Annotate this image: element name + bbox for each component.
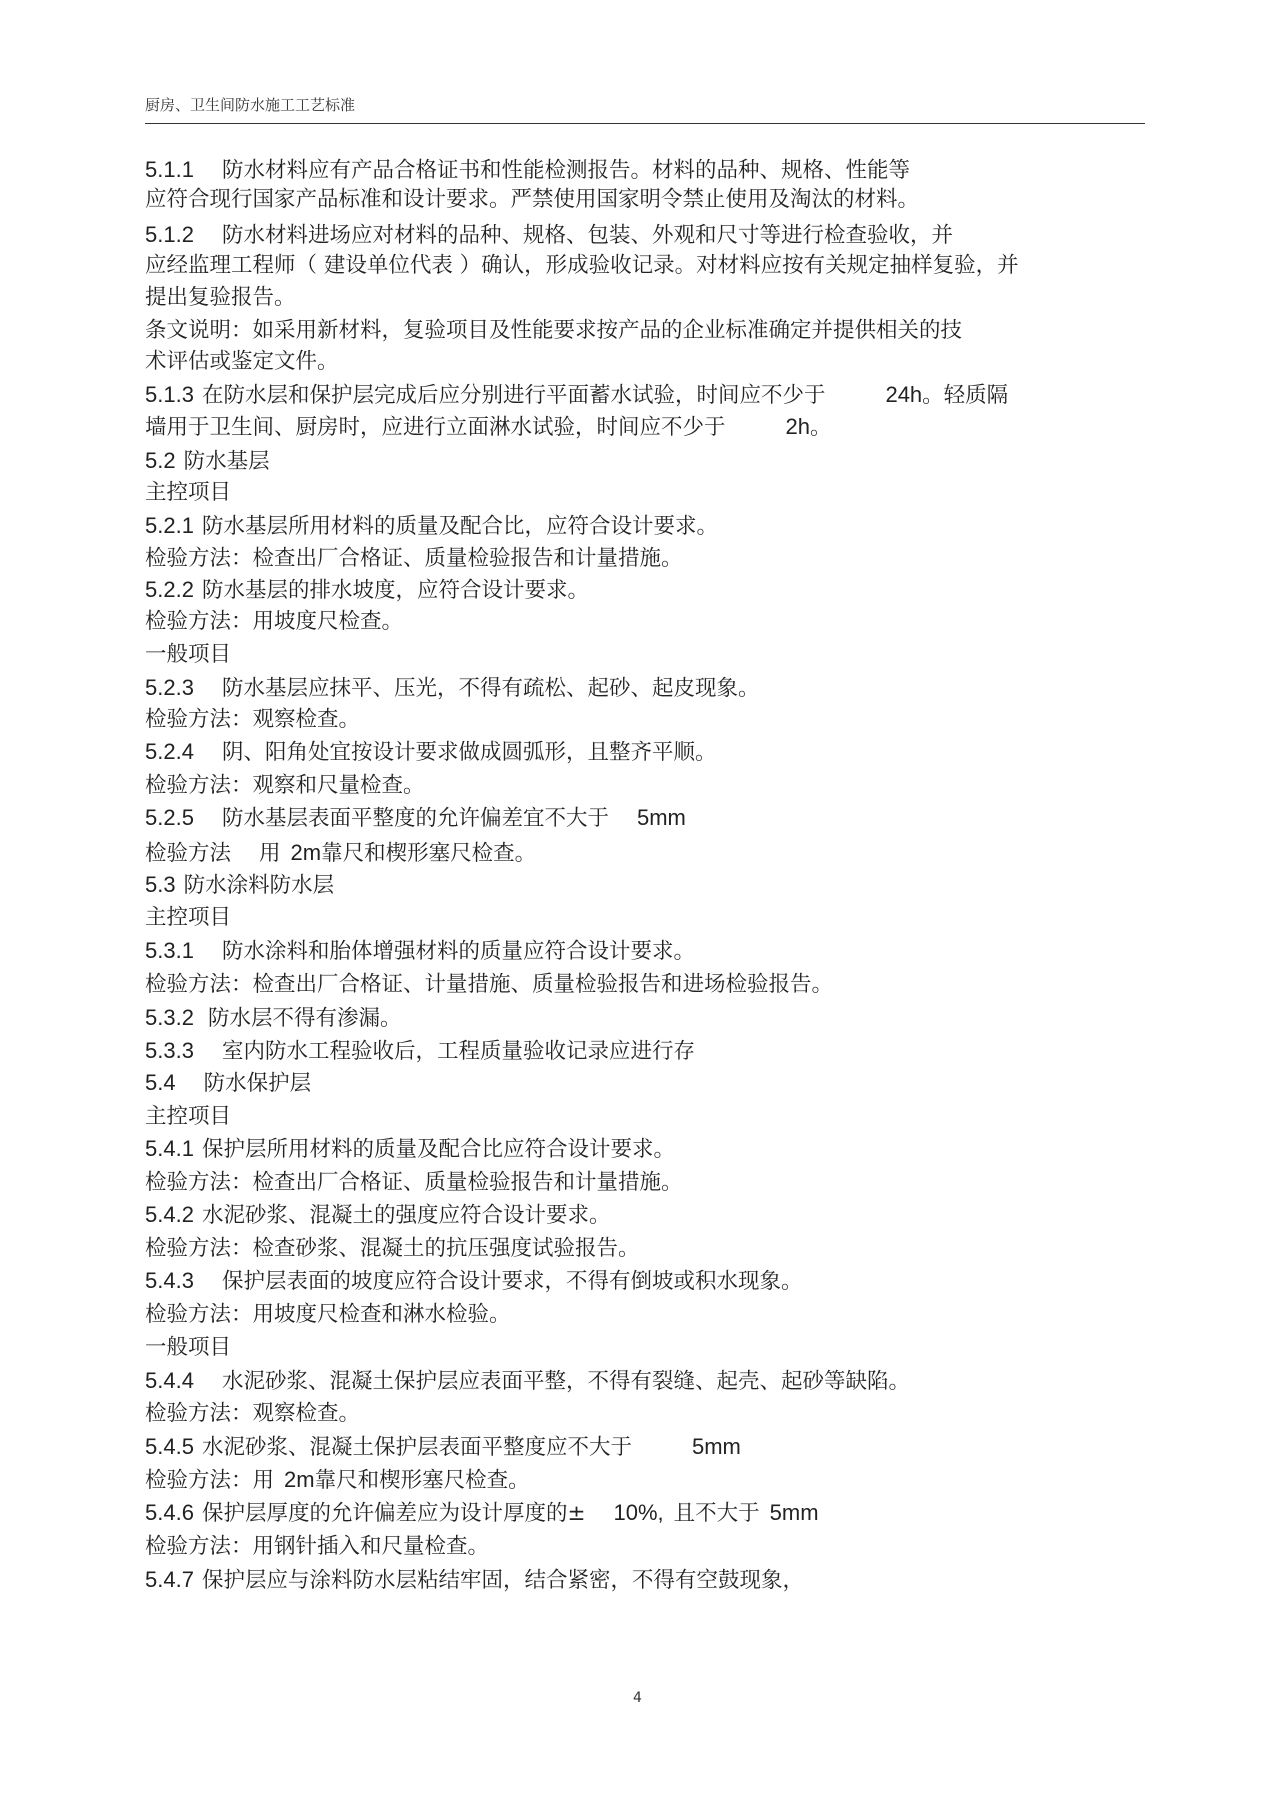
clause-5-2-5: [145, 803, 686, 834]
clause-text: 保护层应与涂料防水层粘结牢固，结合紧密，不得有空鼓现象，: [201, 1568, 804, 1593]
clause-number: 5.1.1: [145, 157, 194, 182]
page-number: 4: [633, 1690, 642, 1706]
text-line: [145, 347, 339, 377]
value: 5mm: [769, 1500, 819, 1525]
clause-number: 5.2.1: [145, 513, 194, 538]
inspection-method-text: 用: [259, 841, 281, 866]
subsection-label-text: 主控项目: [145, 480, 232, 505]
clause-text: 防水基层所用材料的质量及配合比，应符合设计要求。: [201, 514, 718, 539]
clause-5-3-2: [145, 1003, 401, 1034]
text-line-content: 提出复验报告。: [145, 285, 296, 310]
clause-number: 5.4.7: [145, 1567, 194, 1592]
clause-number: 5.2.3: [145, 675, 194, 700]
clause-5-3-1: [145, 936, 695, 967]
text-line-content: 应经监理工程师（ 建设单位代表 ）确认，形成验收记录。对材料应按有关规定抽样复验，并: [145, 253, 1019, 278]
clause-5-4-1: [145, 1134, 675, 1165]
clause-text: 防水涂料和胎体增强材料的质量应符合设计要求。: [221, 939, 695, 964]
clause-number: 5.4.4: [145, 1368, 194, 1393]
clause-5-1-3: [145, 380, 1008, 411]
inspection-method-text: 检验方法：检查出厂合格证、计量措施、质量检验报告和进场检验报告。: [145, 972, 834, 997]
clause-text: 防水层不得有渗漏。: [207, 1006, 402, 1031]
section-number: 5.2: [145, 448, 176, 473]
inspection-method: [145, 607, 403, 637]
inspection-method-text: 检验方法：检查砂浆、混凝土的抗压强度试验报告。: [145, 1236, 640, 1261]
text-line-tail: 。: [810, 415, 832, 440]
clause-5-2-1: [145, 511, 718, 542]
inspection-method-text: 检验方法：检查出厂合格证、质量检验报告和计量措施。: [145, 546, 683, 571]
text-line: [145, 412, 832, 443]
inspection-method-text: 检验方法: [145, 841, 232, 866]
inspection-method: [145, 1465, 530, 1496]
text-line-content: 术评估或鉴定文件。: [145, 349, 339, 374]
subsection-label-text: 主控项目: [145, 1104, 232, 1129]
clause-text: 保护层厚度的允许偏差应为设计厚度的±: [201, 1501, 586, 1526]
subsection-label-text: 一般项目: [145, 1335, 232, 1360]
clause-number: 5.3.3: [145, 1038, 194, 1063]
clause-5-1-1: [145, 155, 910, 186]
inspection-method-tail: 靠尺和楔形塞尺检查。: [321, 841, 537, 866]
clause-text: 防水基层应抹平、压光，不得有疏松、起砂、起皮现象。: [221, 676, 760, 701]
clause-tail: 。轻质隔: [922, 383, 1009, 408]
inspection-method: [145, 1168, 683, 1198]
inspection-method: [145, 838, 536, 869]
clause-text: 防水材料进场应对材料的品种、规格、包装、外观和尺寸等进行检查验收，并: [221, 223, 953, 248]
subsection-label: [145, 1333, 231, 1363]
inspection-method-text: 检验方法：检查出厂合格证、质量检验报告和计量措施。: [145, 1170, 683, 1195]
page-header: 厨房、卫生间防水施工工艺标准: [145, 96, 356, 114]
clause-number: 5.4.2: [145, 1202, 194, 1227]
subsection-label: [145, 1102, 231, 1132]
value: 5mm: [636, 805, 686, 830]
inspection-method: [145, 1399, 360, 1429]
clause-text: 防水材料应有产品合格证书和性能检测报告。材料的品种、规格、性能等: [221, 158, 910, 183]
clause-5-2-3: [145, 673, 759, 704]
text-line-content: 应符合现行国家产品标准和设计要求。严禁使用国家明令禁止使用及淘汰的材料。: [145, 187, 920, 212]
section-title: 防水基层: [183, 449, 270, 474]
value: 24h: [885, 382, 923, 407]
inspection-method: [145, 544, 683, 574]
value: 10%,: [613, 1500, 664, 1525]
clause-5-4-7: [145, 1565, 804, 1596]
clause-number: 5.4.3: [145, 1268, 194, 1293]
value: 5mm: [691, 1434, 741, 1459]
clause-text: 保护层所用材料的质量及配合比应符合设计要求。: [201, 1137, 675, 1162]
clause-text: 保护层表面的坡度应符合设计要求，不得有倒坡或积水现象。: [221, 1269, 803, 1294]
clause-5-4-4: [145, 1366, 910, 1397]
clause-text: 水泥砂浆、混凝土的强度应符合设计要求。: [201, 1203, 611, 1228]
clause-number: 5.1.3: [145, 382, 194, 407]
clause-number: 5.3.1: [145, 938, 194, 963]
clause-text: 在防水层和保护层完成后应分别进行平面蓄水试验，时间应不少于: [201, 383, 826, 408]
clause-text: 水泥砂浆、混凝土保护层表面平整度应不大于: [201, 1435, 632, 1460]
inspection-method-text: 检验方法：用钢针插入和尺量检查。: [145, 1534, 490, 1559]
clause-text: 防水基层表面平整度的允许偏差宜不大于: [221, 806, 609, 831]
inspection-method: [145, 1300, 511, 1330]
inspection-method: [145, 1234, 640, 1264]
inspection-method-text: 检验方法：用: [145, 1468, 275, 1493]
clause-5-3-3: [145, 1036, 695, 1067]
inspection-method-text: 检验方法：观察检查。: [145, 707, 361, 732]
clause-number: 5.2.5: [145, 805, 194, 830]
subsection-label: [145, 640, 231, 670]
clause-5-2-2: [145, 575, 589, 606]
text-line: [145, 185, 919, 215]
clause-number: 5.2.2: [145, 577, 194, 602]
section-5-3-heading: [145, 870, 334, 901]
inspection-method-tail: 靠尺和楔形塞尺检查。: [314, 1468, 530, 1493]
inspection-method: [145, 705, 360, 735]
clause-number: 5.4.6: [145, 1500, 194, 1525]
subsection-label-text: 主控项目: [145, 905, 232, 930]
subsection-label: [145, 903, 231, 933]
text-line: [145, 283, 296, 313]
inspection-method: [145, 771, 425, 801]
clause-explanation: [145, 316, 962, 346]
inspection-method-text: 检验方法：用坡度尺检查。: [145, 609, 404, 634]
value: 2m: [290, 840, 322, 865]
section-number: 5.4: [145, 1070, 176, 1095]
text-line-content: 条文说明：如采用新材料，复验项目及性能要求按产品的企业标准确定并提供相关的技: [145, 318, 963, 343]
clause-5-4-2: [145, 1200, 610, 1231]
clause-5-4-6: [145, 1498, 819, 1529]
text-line: [145, 251, 1019, 281]
subsection-label-text: 一般项目: [145, 642, 232, 667]
section-number: 5.3: [145, 872, 176, 897]
clause-tail: 且不大于: [673, 1501, 760, 1526]
clause-text: 室内防水工程验收后，工程质量验收记录应进行存: [221, 1039, 695, 1064]
clause-number: 5.4.1: [145, 1136, 194, 1161]
inspection-method: [145, 970, 833, 1000]
inspection-method: [145, 1532, 489, 1562]
section-5-4-heading: [145, 1068, 311, 1099]
subsection-label: [145, 478, 231, 508]
section-5-2-heading: [145, 446, 270, 477]
clause-text: 阴、阳角处宜按设计要求做成圆弧形，且整齐平顺。: [221, 740, 717, 765]
clause-5-1-2: [145, 220, 953, 251]
clause-text: 水泥砂浆、混凝土保护层应表面平整，不得有裂缝、起壳、起砂等缺陷。: [221, 1369, 910, 1394]
inspection-method-text: 检验方法：用坡度尺检查和淋水检验。: [145, 1302, 511, 1327]
clause-5-2-4: [145, 737, 716, 768]
section-title: 防水保护层: [203, 1071, 312, 1096]
text-line-content: 墙用于卫生间、厨房时，应进行立面淋水试验，时间应不少于: [145, 415, 726, 440]
inspection-method-text: 检验方法：观察检查。: [145, 1401, 361, 1426]
clause-number: 5.3.2: [145, 1005, 194, 1030]
clause-5-4-3: [145, 1266, 802, 1297]
clause-number: 5.1.2: [145, 222, 194, 247]
inspection-method-text: 检验方法：观察和尺量检查。: [145, 773, 425, 798]
header-rule: [145, 123, 1145, 124]
value: 2h: [785, 414, 810, 439]
clause-number: 5.4.5: [145, 1434, 194, 1459]
value: 2m: [284, 1467, 315, 1492]
clause-5-4-5: [145, 1432, 741, 1463]
clause-text: 防水基层的排水坡度，应符合设计要求。: [201, 578, 589, 603]
section-title: 防水涂料防水层: [183, 873, 335, 898]
clause-number: 5.2.4: [145, 739, 194, 764]
